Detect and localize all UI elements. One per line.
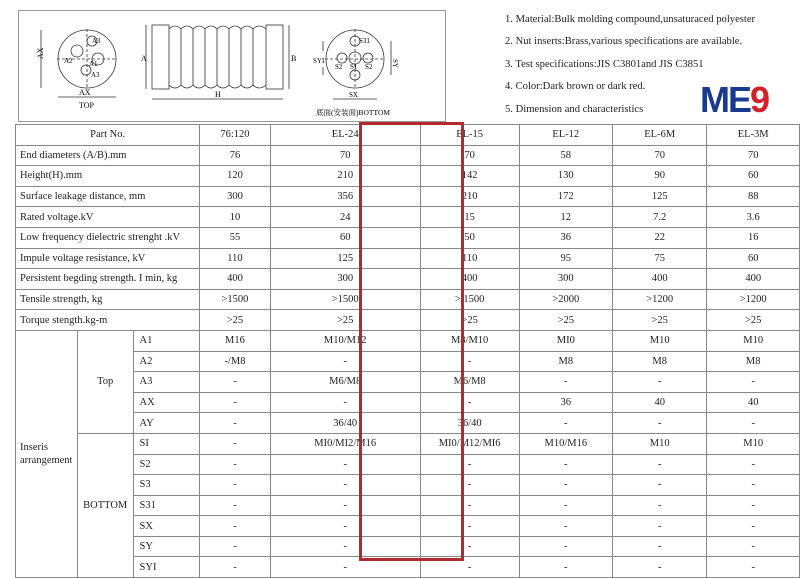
column-header: EL-12 [519,125,613,146]
property-value: >25 [270,310,420,331]
insert-value: - [200,475,270,496]
label-syi: SYI [313,57,325,65]
insert-label: SI [133,433,200,454]
insert-value: - [707,516,800,537]
insert-row-top [16,351,800,372]
insert-value: M6/M8 [420,372,519,393]
insert-value: 36/40 [420,413,519,434]
property-value: 70 [707,145,800,166]
insert-value: - [613,454,707,475]
insert-value: - [200,413,270,434]
property-value: 172 [519,186,613,207]
property-value: 15 [420,207,519,228]
property-value: 10 [200,207,270,228]
property-value: 55 [200,227,270,248]
insert-value: - [270,495,420,516]
insert-row-bottom [16,536,800,557]
property-value: 110 [200,248,270,269]
insert-value: - [270,516,420,537]
property-value: >1200 [707,289,800,310]
column-header: EL-6M [613,125,707,146]
side-view [146,25,289,99]
insert-value: - [519,536,613,557]
property-row [16,186,800,207]
insert-value: - [420,495,519,516]
property-value: >1500 [270,289,420,310]
insert-value: 40 [707,392,800,413]
insert-value: MI0 [519,330,613,351]
insert-value: - [270,536,420,557]
insert-label: AY [133,413,200,434]
insert-row-bottom [16,516,800,537]
note-3: 3. Test specifications:JIS C3801and JIS C3851 [505,58,704,70]
insert-value: - [270,454,420,475]
label-h: H [215,90,221,99]
property-value: >25 [200,310,270,331]
insert-value: M10/M16 [519,433,613,454]
insert-row-top [16,413,800,434]
bottom-group-label: BOTTOM [77,433,133,577]
label-sy: SY [391,59,399,68]
insert-value: MI0/MI2/M16 [270,433,420,454]
property-value: 76 [200,145,270,166]
column-header: EL-15 [420,125,519,146]
label-s31: S31 [359,37,370,45]
label-s1: S1 [350,63,358,71]
property-value: 300 [200,186,270,207]
insert-value: - [200,454,270,475]
part-no-header: Part No. [16,125,200,146]
insert-value: - [613,495,707,516]
insert-value: - [200,557,270,578]
property-value: 400 [420,269,519,290]
property-value: 7.2 [613,207,707,228]
insert-value: - [200,516,270,537]
insert-value: - [420,392,519,413]
property-value: 50 [420,227,519,248]
property-value: 3.6 [707,207,800,228]
property-label: Tensile strength, kg [16,289,200,310]
property-value: 400 [200,269,270,290]
insert-label: SYI [133,557,200,578]
property-value: 125 [613,186,707,207]
insert-value: - [519,475,613,496]
column-header: 76:120 [200,125,270,146]
insert-label: A2 [133,351,200,372]
insulator-drawing-svg [19,11,445,121]
insert-value: - [519,516,613,537]
label-s2-left: S2 [335,63,343,71]
label-a2: A2 [64,57,73,65]
insert-value: - [707,495,800,516]
property-value: > 1500 [420,289,519,310]
property-value: >25 [613,310,707,331]
property-row [16,166,800,187]
insert-value: - [270,392,420,413]
insert-value: - [613,475,707,496]
insert-value: M8 [707,351,800,372]
insert-value: M10 [707,433,800,454]
insert-value: - [613,372,707,393]
insert-value: - [707,454,800,475]
property-value: 95 [519,248,613,269]
property-value: 60 [707,166,800,187]
insert-value: - [707,475,800,496]
note-2: 2. Nut inserts:Brass,various specifications are available. [505,36,743,48]
insert-value: - [420,351,519,372]
insert-value: - [613,536,707,557]
label-s2-right: S2 [365,63,373,71]
bottom-caption: 底面(安装面)BOTTOM [316,108,391,117]
insert-value: - [270,557,420,578]
property-value: 70 [270,145,420,166]
label-a: A [141,54,147,63]
insert-label: A3 [133,372,200,393]
me9-logo [700,80,800,116]
property-value: >25 [519,310,613,331]
insert-value: - [707,372,800,393]
property-value: 36 [519,227,613,248]
insert-value: M10/M12 [270,330,420,351]
insert-value: - [200,372,270,393]
insert-value: M6/M8 [270,372,420,393]
insert-value: M8/M10 [420,330,519,351]
insert-row-top [16,330,800,351]
label-a3-bottom: A3 [91,71,100,79]
insert-value: -/M8 [200,351,270,372]
property-value: 90 [613,166,707,187]
property-value: >25 [420,310,519,331]
insert-value: - [519,454,613,475]
top-view [41,29,117,97]
insert-value: - [200,495,270,516]
insert-value: - [707,557,800,578]
note-5: 5. Dimension and characteristics [505,103,644,115]
property-value: 60 [270,227,420,248]
property-value: 210 [420,186,519,207]
insert-row-bottom [16,454,800,475]
property-value: 88 [707,186,800,207]
property-row [16,207,800,228]
insert-row-bottom [16,433,800,454]
property-value: 70 [420,145,519,166]
top-group-label: Top [77,330,133,433]
property-value: 24 [270,207,420,228]
property-label: Surface leakage distance, mm [16,186,200,207]
note-1: 1. Material:Bulk molding compound,unsaturaced polyester [505,14,756,25]
insert-value: - [420,536,519,557]
inserts-arrangement-label: Inseris arrangement [16,330,78,577]
property-value: 400 [707,269,800,290]
note-4: 4. Color:Dark brown or dark red. [505,81,646,93]
insert-label: S3 [133,475,200,496]
property-row [16,310,800,331]
insert-value: - [519,372,613,393]
insert-value: - [270,351,420,372]
label-sx: SX [349,91,358,99]
insert-label: SY [133,536,200,557]
header-row [16,125,800,146]
property-row [16,289,800,310]
top-caption: TOP [79,101,94,110]
property-value: 356 [270,186,420,207]
insert-value: M8 [613,351,707,372]
insert-value: - [420,516,519,537]
property-value: 12 [519,207,613,228]
technical-drawing [18,10,446,122]
insert-value: - [519,413,613,434]
insert-row-bottom [16,475,800,496]
property-row [16,248,800,269]
property-row [16,145,800,166]
property-value: 75 [613,248,707,269]
label-ax-left: AX [36,47,45,59]
column-header: EL-3M [707,125,800,146]
property-value: 300 [519,269,613,290]
insert-value: - [200,433,270,454]
property-label: Persistent begding strength. I min, kg [16,269,200,290]
insert-value: 36/40 [270,413,420,434]
property-value: 300 [270,269,420,290]
insert-label: SX [133,516,200,537]
insert-value: M10 [613,433,707,454]
insert-label: AX [133,392,200,413]
property-value: 130 [519,166,613,187]
property-value: 142 [420,166,519,187]
insert-value: M16 [200,330,270,351]
insert-value: - [519,495,613,516]
insert-value: - [519,557,613,578]
label-a1: A1 [89,60,98,68]
property-value: >1200 [613,289,707,310]
property-value: 400 [613,269,707,290]
insert-value: - [613,557,707,578]
property-value: 60 [707,248,800,269]
property-value: >1500 [200,289,270,310]
label-a3-top: A3 [92,37,101,45]
insert-value: 40 [613,392,707,413]
insert-value: M10 [707,330,800,351]
property-value: 22 [613,227,707,248]
insert-value: - [707,413,800,434]
insert-value: - [200,536,270,557]
insert-row-top [16,372,800,393]
property-value: 210 [270,166,420,187]
insert-value: - [420,475,519,496]
insert-value: - [420,557,519,578]
insert-value: - [270,475,420,496]
insert-value: 36 [519,392,613,413]
property-value: 70 [613,145,707,166]
insert-value: M8 [519,351,613,372]
insert-label: A1 [133,330,200,351]
insert-row-bottom [16,495,800,516]
insert-value: - [200,392,270,413]
property-value: >25 [707,310,800,331]
insert-value: MI0/M12/MI6 [420,433,519,454]
property-row [16,227,800,248]
property-value: 120 [200,166,270,187]
spec-table [15,124,800,578]
property-label: Torque stength.kg-m [16,310,200,331]
insert-row-bottom [16,557,800,578]
label-b: B [291,54,297,63]
spec-table-body [16,125,800,578]
insert-value: - [613,413,707,434]
insert-value: M10 [613,330,707,351]
label-ax-bottom: AX [79,88,91,97]
property-value: 16 [707,227,800,248]
property-value: 110 [420,248,519,269]
insert-row-top [16,392,800,413]
property-label: Height(H).mm [16,166,200,187]
insert-value: - [613,516,707,537]
property-value: 58 [519,145,613,166]
insert-label: S31 [133,495,200,516]
property-label: Low frequency dielectric strenght .kV [16,227,200,248]
property-label: Impule voltage resistance, kV [16,248,200,269]
insert-value: - [420,454,519,475]
property-label: End diameters (A/B).mm [16,145,200,166]
property-value: >2000 [519,289,613,310]
logo-text: ME9 [700,80,769,116]
property-row [16,269,800,290]
property-label: Rated voltage.kV [16,207,200,228]
insert-value: - [707,536,800,557]
property-value: 125 [270,248,420,269]
insert-label: S2 [133,454,200,475]
column-header: EL-24 [270,125,420,146]
